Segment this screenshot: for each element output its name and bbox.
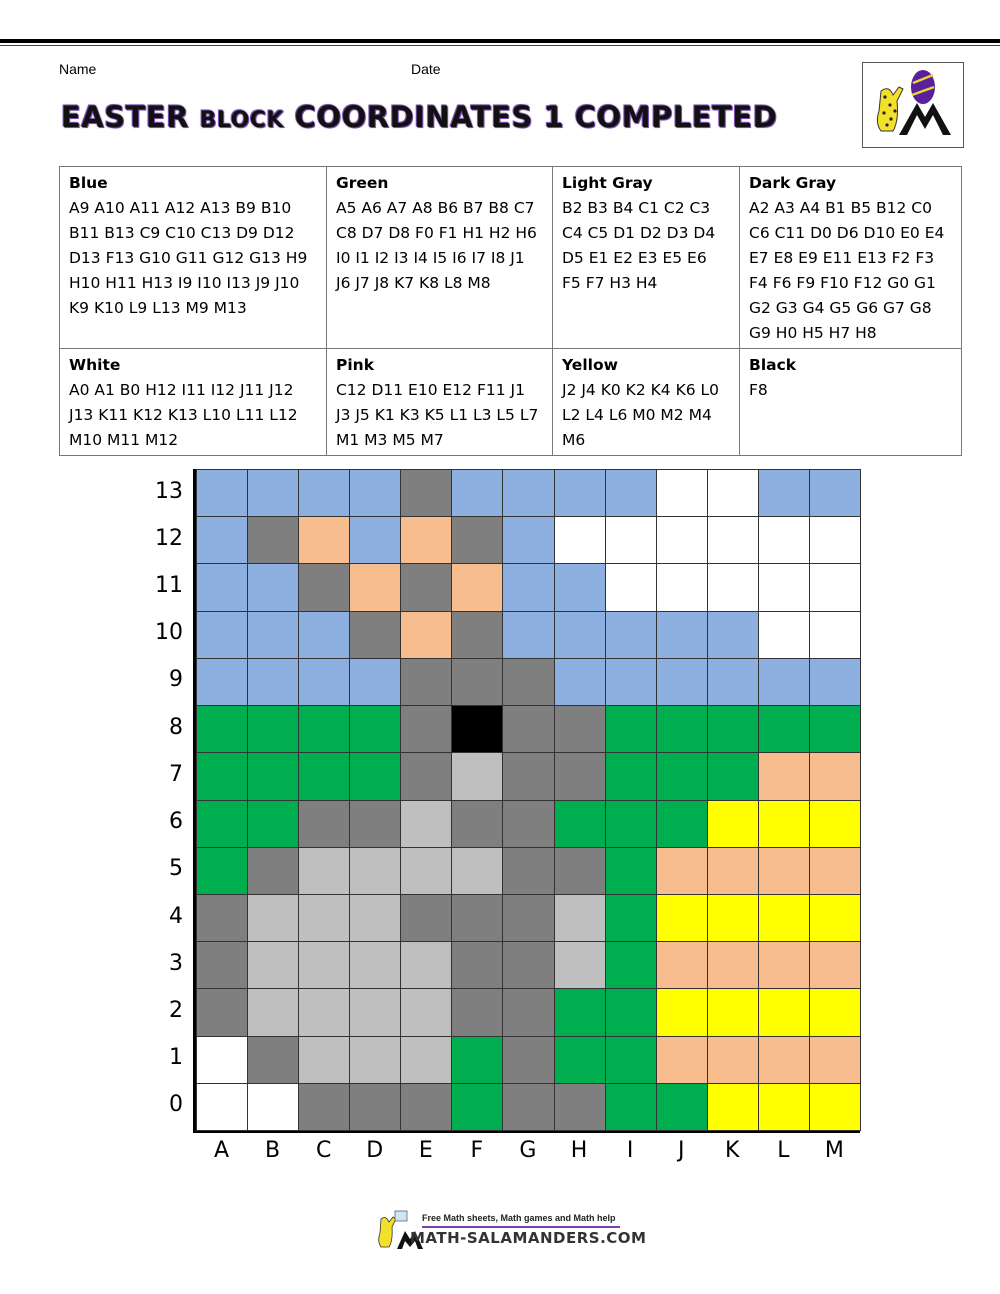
grid-cell-F4 bbox=[451, 894, 503, 942]
grid-cell-B11 bbox=[247, 563, 299, 611]
grid-cell-I2 bbox=[605, 988, 657, 1036]
grid-cell-B6 bbox=[247, 800, 299, 848]
grid-cell-K9 bbox=[707, 658, 759, 706]
x-label: K bbox=[725, 1138, 740, 1163]
top-rule-thin bbox=[0, 45, 1000, 46]
grid-cell-B12 bbox=[247, 516, 299, 564]
grid-cell-B1 bbox=[247, 1036, 299, 1084]
key-color-label: Black bbox=[749, 356, 797, 374]
grid-cell-J7 bbox=[656, 752, 708, 800]
grid-cell-L6 bbox=[758, 800, 810, 848]
grid-cell-C0 bbox=[298, 1083, 350, 1131]
grid-cell-K2 bbox=[707, 988, 759, 1036]
grid-cell-B0 bbox=[247, 1083, 299, 1131]
grid-cell-K7 bbox=[707, 752, 759, 800]
x-label: H bbox=[570, 1138, 588, 1163]
grid-cell-B3 bbox=[247, 941, 299, 989]
grid-cell-M6 bbox=[809, 800, 861, 848]
grid-cell-E7 bbox=[400, 752, 452, 800]
grid-cell-H12 bbox=[554, 516, 606, 564]
y-label: 2 bbox=[169, 997, 183, 1023]
y-label: 11 bbox=[155, 573, 183, 599]
y-label: 6 bbox=[169, 809, 183, 835]
y-label: 10 bbox=[155, 620, 183, 646]
key-color-label: Blue bbox=[69, 174, 108, 192]
date-label: Date bbox=[411, 61, 441, 77]
grid-cell-J9 bbox=[656, 658, 708, 706]
y-label: 3 bbox=[169, 950, 183, 976]
grid-cell-E4 bbox=[400, 894, 452, 942]
grid-cell-J5 bbox=[656, 847, 708, 895]
key-color-label: Dark Gray bbox=[749, 174, 837, 192]
grid-cell-H4 bbox=[554, 894, 606, 942]
grid-cell-F12 bbox=[451, 516, 503, 564]
grid-cell-I11 bbox=[605, 563, 657, 611]
grid-cell-C10 bbox=[298, 611, 350, 659]
grid-cell-L9 bbox=[758, 658, 810, 706]
grid-cell-E13 bbox=[400, 469, 452, 517]
y-label: 13 bbox=[155, 478, 183, 504]
grid-cell-F1 bbox=[451, 1036, 503, 1084]
y-label: 0 bbox=[169, 1092, 183, 1118]
grid-cell-D6 bbox=[349, 800, 401, 848]
grid-cell-F2 bbox=[451, 988, 503, 1036]
x-label: J bbox=[677, 1138, 685, 1163]
grid-cell-C7 bbox=[298, 752, 350, 800]
salamander-egg-icon bbox=[863, 63, 963, 147]
grid-cell-E0 bbox=[400, 1083, 452, 1131]
grid-cell-C12 bbox=[298, 516, 350, 564]
grid-cell-E8 bbox=[400, 705, 452, 753]
grid-cell-F3 bbox=[451, 941, 503, 989]
grid-cell-C11 bbox=[298, 563, 350, 611]
grid-cell-M11 bbox=[809, 563, 861, 611]
key-coords: A2 A3 A4 B1 B5 B12 C0 C6 C11 D0 D6 D10 E0 E4 E7 E8 E9 E11 E13 F2 F3 F4 F6 F9 F10 F12 G0 G1 G2 G3 G4 G5 G6 G7 G8 G9 H0 H5 H7 H8 bbox=[749, 199, 945, 342]
grid-cell-I8 bbox=[605, 705, 657, 753]
grid-cell-L13 bbox=[758, 469, 810, 517]
grid-cell-L11 bbox=[758, 563, 810, 611]
grid-cell-K3 bbox=[707, 941, 759, 989]
grid-cell-G10 bbox=[502, 611, 554, 659]
grid-cell-A12 bbox=[196, 516, 248, 564]
grid-cell-M9 bbox=[809, 658, 861, 706]
grid-cell-F10 bbox=[451, 611, 503, 659]
grid-cell-B8 bbox=[247, 705, 299, 753]
grid-cell-E1 bbox=[400, 1036, 452, 1084]
grid-cell-A2 bbox=[196, 988, 248, 1036]
grid-cell-J2 bbox=[656, 988, 708, 1036]
grid-cell-A0 bbox=[196, 1083, 248, 1131]
grid-cell-I5 bbox=[605, 847, 657, 895]
grid-cell-D4 bbox=[349, 894, 401, 942]
key-cell-white bbox=[60, 349, 327, 456]
grid-cell-J4 bbox=[656, 894, 708, 942]
grid-cell-I1 bbox=[605, 1036, 657, 1084]
grid-cell-A4 bbox=[196, 894, 248, 942]
grid-cell-L0 bbox=[758, 1083, 810, 1131]
grid-cell-H5 bbox=[554, 847, 606, 895]
grid-cell-B4 bbox=[247, 894, 299, 942]
title-part-1: EASTER bbox=[61, 100, 200, 134]
grid-cell-A3 bbox=[196, 941, 248, 989]
grid-cell-B10 bbox=[247, 611, 299, 659]
grid-cell-G5 bbox=[502, 847, 554, 895]
grid-cell-F9 bbox=[451, 658, 503, 706]
grid-cell-F0 bbox=[451, 1083, 503, 1131]
grid-cell-L12 bbox=[758, 516, 810, 564]
x-label: C bbox=[315, 1138, 332, 1163]
grid-cell-F8 bbox=[451, 705, 503, 753]
grid-cell-H7 bbox=[554, 752, 606, 800]
key-coords: B2 B3 B4 C1 C2 C3 C4 C5 D1 D2 D3 D4 D5 E1 E2 E3 E5 E6 F5 F7 H3 H4 bbox=[562, 199, 716, 292]
grid-cell-H8 bbox=[554, 705, 606, 753]
key-cell-dark-gray bbox=[740, 167, 962, 349]
key-coords: A0 A1 B0 H12 I11 I12 J11 J12 J13 K11 K12 K13 L10 L11 L12 M10 M11 M12 bbox=[69, 381, 298, 449]
grid-cell-E6 bbox=[400, 800, 452, 848]
grid-cell-E12 bbox=[400, 516, 452, 564]
x-label: M bbox=[824, 1138, 844, 1163]
grid-cell-G3 bbox=[502, 941, 554, 989]
grid-cell-H2 bbox=[554, 988, 606, 1036]
grid-cell-M10 bbox=[809, 611, 861, 659]
grid-cell-D5 bbox=[349, 847, 401, 895]
grid-cell-A13 bbox=[196, 469, 248, 517]
coordinate-grid bbox=[193, 469, 860, 1133]
grid-cell-M8 bbox=[809, 705, 861, 753]
salamander-logo bbox=[862, 62, 964, 148]
key-cell-yellow bbox=[553, 349, 740, 456]
grid-cell-D1 bbox=[349, 1036, 401, 1084]
grid-cell-I10 bbox=[605, 611, 657, 659]
grid-cell-J12 bbox=[656, 516, 708, 564]
grid-cell-C3 bbox=[298, 941, 350, 989]
x-label: E bbox=[418, 1138, 433, 1163]
grid-cell-K4 bbox=[707, 894, 759, 942]
grid-cell-J6 bbox=[656, 800, 708, 848]
key-cell-green bbox=[327, 167, 553, 349]
grid-cell-M13 bbox=[809, 469, 861, 517]
grid-cell-E5 bbox=[400, 847, 452, 895]
key-color-label: Light Gray bbox=[562, 174, 653, 192]
key-color-label: Yellow bbox=[562, 356, 618, 374]
grid-cell-L3 bbox=[758, 941, 810, 989]
grid-cell-L2 bbox=[758, 988, 810, 1036]
grid-cell-E2 bbox=[400, 988, 452, 1036]
grid-cell-A7 bbox=[196, 752, 248, 800]
grid-cell-K6 bbox=[707, 800, 759, 848]
grid-cell-I3 bbox=[605, 941, 657, 989]
grid-cell-A11 bbox=[196, 563, 248, 611]
grid-cell-L5 bbox=[758, 847, 810, 895]
grid-cell-D7 bbox=[349, 752, 401, 800]
grid-cell-D2 bbox=[349, 988, 401, 1036]
grid-cell-H13 bbox=[554, 469, 606, 517]
grid-cell-F7 bbox=[451, 752, 503, 800]
grid-cell-I6 bbox=[605, 800, 657, 848]
grid-cell-J3 bbox=[656, 941, 708, 989]
grid-cell-I12 bbox=[605, 516, 657, 564]
key-color-label: Green bbox=[336, 174, 389, 192]
key-coords: F8 bbox=[749, 381, 768, 399]
key-cell-black bbox=[740, 349, 962, 456]
grid-cell-B5 bbox=[247, 847, 299, 895]
grid-cell-E9 bbox=[400, 658, 452, 706]
grid-cell-G0 bbox=[502, 1083, 554, 1131]
grid-cell-H1 bbox=[554, 1036, 606, 1084]
grid-cell-G13 bbox=[502, 469, 554, 517]
grid-cell-I0 bbox=[605, 1083, 657, 1131]
y-label: 8 bbox=[169, 714, 183, 740]
key-coords: J2 J4 K0 K2 K4 K6 L0 L2 L4 L6 M0 M2 M4 M6 bbox=[562, 381, 720, 449]
grid-cell-A5 bbox=[196, 847, 248, 895]
footer-tagline: Free Math sheets, Math games and Math help bbox=[422, 1213, 616, 1223]
grid-cell-J10 bbox=[656, 611, 708, 659]
grid-cell-B9 bbox=[247, 658, 299, 706]
key-coords: A9 A10 A11 A12 A13 B9 B10 B11 B13 C9 C10 C13 D9 D12 D13 F13 G10 G11 G12 G13 H9 H10 H11 H13 I9 I10 I13 J9 J10 K9 K10 L9 L13 M9 M13 bbox=[69, 199, 308, 317]
key-color-label: Pink bbox=[336, 356, 375, 374]
y-label: 1 bbox=[169, 1045, 183, 1071]
grid-cell-E11 bbox=[400, 563, 452, 611]
grid-cell-M5 bbox=[809, 847, 861, 895]
grid-cell-H10 bbox=[554, 611, 606, 659]
grid-cell-H0 bbox=[554, 1083, 606, 1131]
grid-cell-D12 bbox=[349, 516, 401, 564]
y-label: 5 bbox=[169, 856, 183, 882]
x-label: F bbox=[470, 1138, 484, 1163]
grid-cell-G8 bbox=[502, 705, 554, 753]
grid-cell-I7 bbox=[605, 752, 657, 800]
key-coords: C12 D11 E10 E12 F11 J1 J3 J5 K1 K3 K5 L1 L3 L5 L7 M1 M3 M5 M7 bbox=[336, 381, 539, 449]
grid-cell-L8 bbox=[758, 705, 810, 753]
grid-cell-C2 bbox=[298, 988, 350, 1036]
grid-cell-M12 bbox=[809, 516, 861, 564]
page-title bbox=[61, 100, 777, 134]
x-label: L bbox=[777, 1138, 790, 1163]
grid-cell-L4 bbox=[758, 894, 810, 942]
grid-cell-A1 bbox=[196, 1036, 248, 1084]
grid-cell-J11 bbox=[656, 563, 708, 611]
grid-cell-G6 bbox=[502, 800, 554, 848]
y-label: 4 bbox=[169, 903, 183, 929]
grid-cell-D10 bbox=[349, 611, 401, 659]
key-color-label: White bbox=[69, 356, 121, 374]
grid-cell-L1 bbox=[758, 1036, 810, 1084]
grid-cell-F11 bbox=[451, 563, 503, 611]
grid-cell-C13 bbox=[298, 469, 350, 517]
key-cell-light-gray bbox=[553, 167, 740, 349]
grid-cell-M3 bbox=[809, 941, 861, 989]
grid-cell-G2 bbox=[502, 988, 554, 1036]
grid-cell-J8 bbox=[656, 705, 708, 753]
grid-cell-F5 bbox=[451, 847, 503, 895]
grid-cell-A6 bbox=[196, 800, 248, 848]
grid-cell-D11 bbox=[349, 563, 401, 611]
grid-cell-D3 bbox=[349, 941, 401, 989]
grid-cell-K0 bbox=[707, 1083, 759, 1131]
key-cell-pink bbox=[327, 349, 553, 456]
grid-cell-H3 bbox=[554, 941, 606, 989]
grid-cell-J13 bbox=[656, 469, 708, 517]
grid-cell-M0 bbox=[809, 1083, 861, 1131]
grid-cell-M1 bbox=[809, 1036, 861, 1084]
grid-cell-D0 bbox=[349, 1083, 401, 1131]
y-label: 7 bbox=[169, 761, 183, 787]
grid-cell-H6 bbox=[554, 800, 606, 848]
grid-cell-B7 bbox=[247, 752, 299, 800]
grid-cell-E10 bbox=[400, 611, 452, 659]
grid-cell-D13 bbox=[349, 469, 401, 517]
title-part-3: COORDINATES 1 COMPLETED bbox=[284, 100, 778, 134]
grid-cell-M2 bbox=[809, 988, 861, 1036]
grid-cell-G4 bbox=[502, 894, 554, 942]
top-rule bbox=[0, 39, 1000, 43]
grid-cell-B13 bbox=[247, 469, 299, 517]
grid-cell-K8 bbox=[707, 705, 759, 753]
grid-cell-G9 bbox=[502, 658, 554, 706]
grid-cell-M4 bbox=[809, 894, 861, 942]
x-label: D bbox=[366, 1138, 384, 1163]
grid-cell-J1 bbox=[656, 1036, 708, 1084]
grid-cell-F6 bbox=[451, 800, 503, 848]
grid-cell-I4 bbox=[605, 894, 657, 942]
x-label: G bbox=[519, 1138, 537, 1163]
grid-cell-G11 bbox=[502, 563, 554, 611]
grid-cell-G1 bbox=[502, 1036, 554, 1084]
name-label: Name bbox=[59, 61, 97, 77]
x-label: B bbox=[265, 1138, 281, 1163]
grid-cell-D9 bbox=[349, 658, 401, 706]
grid-cell-J0 bbox=[656, 1083, 708, 1131]
grid-cell-I13 bbox=[605, 469, 657, 517]
grid-cell-C5 bbox=[298, 847, 350, 895]
grid-cell-A9 bbox=[196, 658, 248, 706]
grid-cell-H9 bbox=[554, 658, 606, 706]
grid-cell-L7 bbox=[758, 752, 810, 800]
footer-divider bbox=[422, 1226, 620, 1228]
y-label: 12 bbox=[155, 525, 183, 551]
key-coords: A5 A6 A7 A8 B6 B7 B8 C7 C8 D7 D8 F0 F1 H1 H2 H6 I0 I1 I2 I3 I4 I5 I6 I7 I8 J1 J6 J7 J8 K7 K8 L8 M8 bbox=[336, 199, 537, 292]
grid-cell-G7 bbox=[502, 752, 554, 800]
grid-cell-C9 bbox=[298, 658, 350, 706]
grid-cell-K10 bbox=[707, 611, 759, 659]
grid-cell-K1 bbox=[707, 1036, 759, 1084]
grid-cell-E3 bbox=[400, 941, 452, 989]
grid-cell-I9 bbox=[605, 658, 657, 706]
grid-cell-D8 bbox=[349, 705, 401, 753]
key-cell-blue bbox=[60, 167, 327, 349]
title-part-2: BLOCK bbox=[199, 108, 285, 133]
grid-cell-H11 bbox=[554, 563, 606, 611]
grid-cell-C1 bbox=[298, 1036, 350, 1084]
grid-cell-C4 bbox=[298, 894, 350, 942]
grid-cell-L10 bbox=[758, 611, 810, 659]
grid-cell-C6 bbox=[298, 800, 350, 848]
grid-cell-M7 bbox=[809, 752, 861, 800]
grid-cell-K13 bbox=[707, 469, 759, 517]
grid-cell-C8 bbox=[298, 705, 350, 753]
grid-cell-K11 bbox=[707, 563, 759, 611]
grid-cell-F13 bbox=[451, 469, 503, 517]
grid-cell-K12 bbox=[707, 516, 759, 564]
x-label: I bbox=[626, 1138, 634, 1163]
x-label: A bbox=[213, 1138, 230, 1163]
grid-cell-A8 bbox=[196, 705, 248, 753]
grid-cell-B2 bbox=[247, 988, 299, 1036]
grid-cell-A10 bbox=[196, 611, 248, 659]
grid-cell-G12 bbox=[502, 516, 554, 564]
grid-cell-K5 bbox=[707, 847, 759, 895]
color-key-table bbox=[59, 166, 962, 456]
footer-site-name: MATH-SALAMANDERS.COM bbox=[410, 1229, 647, 1247]
y-label: 9 bbox=[169, 667, 183, 693]
